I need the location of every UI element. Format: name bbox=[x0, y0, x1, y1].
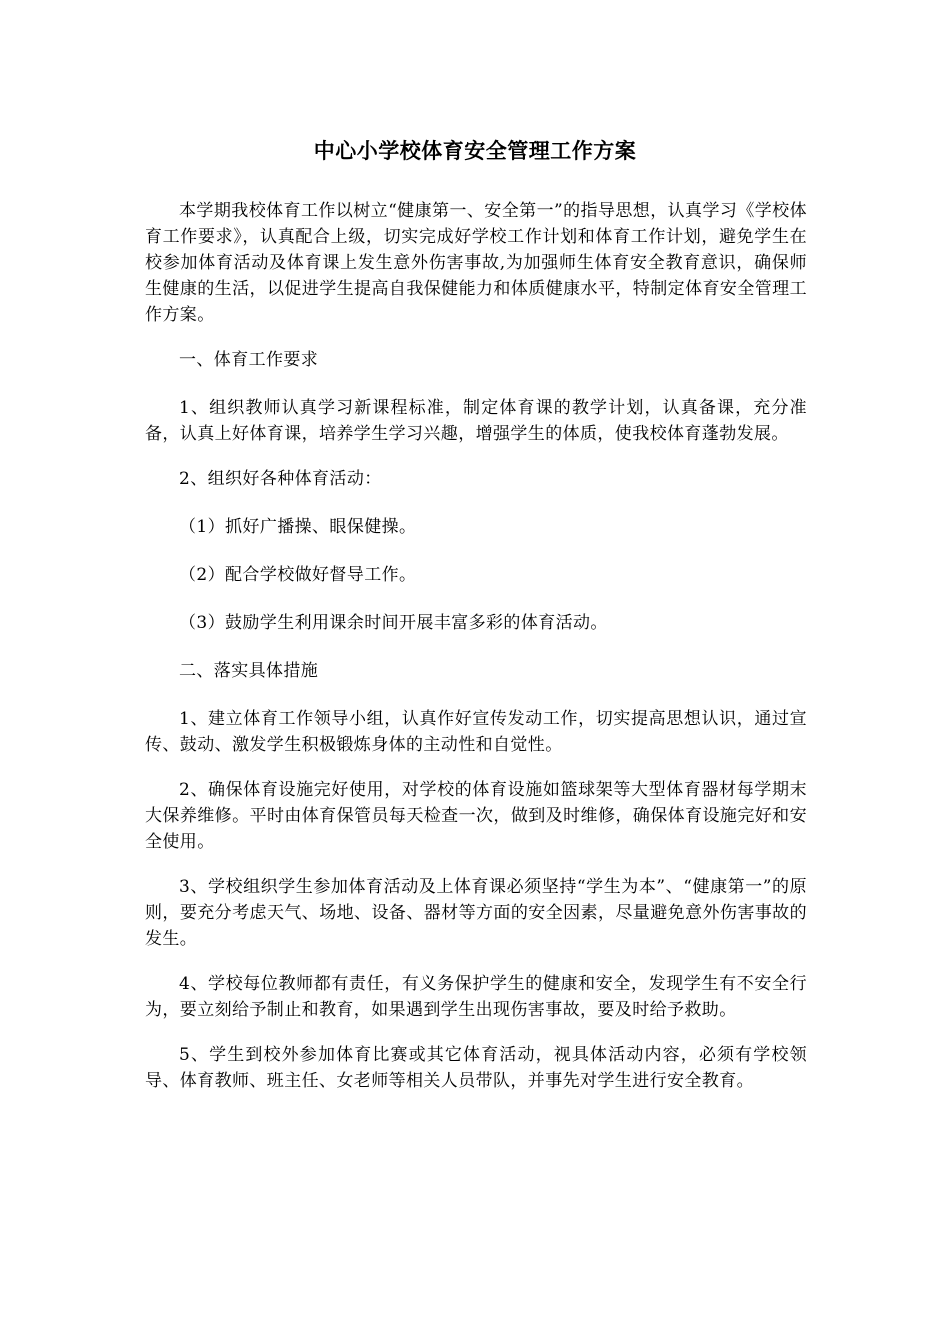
activity-item-3: （3）鼓励学生利用课余时间开展丰富多彩的体育活动。 bbox=[179, 613, 608, 633]
measure-paragraph-4: 4、学校每位教师都有责任，有义务保护学生的健康和安全，发现学生有不安全行为，要立刻给予制止和教育，如果遇到学生出现伤害事故，要及时给予救助。 bbox=[145, 974, 807, 1020]
measure-paragraph-1: 1、建立体育工作领导小组，认真作好宣传发动工作，切实提高思想认识，通过宣传、鼓动、激发学生积极锻炼身体的主动性和自觉性。 bbox=[145, 709, 807, 755]
measure-paragraph-3: 3、学校组织学生参加体育活动及上体育课必须坚持“学生为本”、“健康第一”的原则，要充分考虑天气、场地、设备、器材等方面的安全因素，尽量避免意外伤害事故的发生。 bbox=[145, 877, 807, 949]
measure-paragraph-5: 5、学生到校外参加体育比赛或其它体育活动，视具体活动内容，必须有学校领导、体育教师、班主任、女老师等相关人员带队，并事先对学生进行安全教育。 bbox=[145, 1045, 807, 1091]
section-heading-measures: 二、落实具体措施 bbox=[179, 661, 319, 681]
activity-item-1: （1）抓好广播操、眼保健操。 bbox=[179, 517, 417, 537]
activity-item-2: （2）配合学校做好督导工作。 bbox=[179, 565, 417, 585]
measure-paragraph-2: 2、确保体育设施完好使用，对学校的体育设施如篮球架等大型体育器材每学期末大保养维修。平时由体育保管员每天检查一次，做到及时维修，确保体育设施完好和安全使用。 bbox=[145, 780, 807, 852]
requirement-paragraph-2: 2、组织好各种体育活动： bbox=[179, 469, 382, 489]
intro-paragraph: 本学期我校体育工作以树立“健康第一、安全第一”的指导思想，认真学习《学校体育工作要求》，认真配合上级，切实完成好学校工作计划和体育工作计划，避免学生在校参加体育活动及体育课上发生意外伤害事故,为加强师生体育安全教育意识，确保师生健康的生活，以促进学生提高自我保健能力和体质健康水平，特制定体育安全管理工作方案。 bbox=[145, 201, 807, 325]
document-title: 中心小学校体育安全管理工作方案 bbox=[313, 138, 637, 163]
section-heading-requirements: 一、体育工作要求 bbox=[179, 350, 319, 370]
requirement-paragraph-1: 1、组织教师认真学习新课程标准，制定体育课的教学计划，认真备课，充分准备，认真上好体育课，培养学生学习兴趣，增强学生的体质，使我校体育蓬勃发展。 bbox=[145, 398, 807, 444]
document-body bbox=[145, 198, 807, 1113]
